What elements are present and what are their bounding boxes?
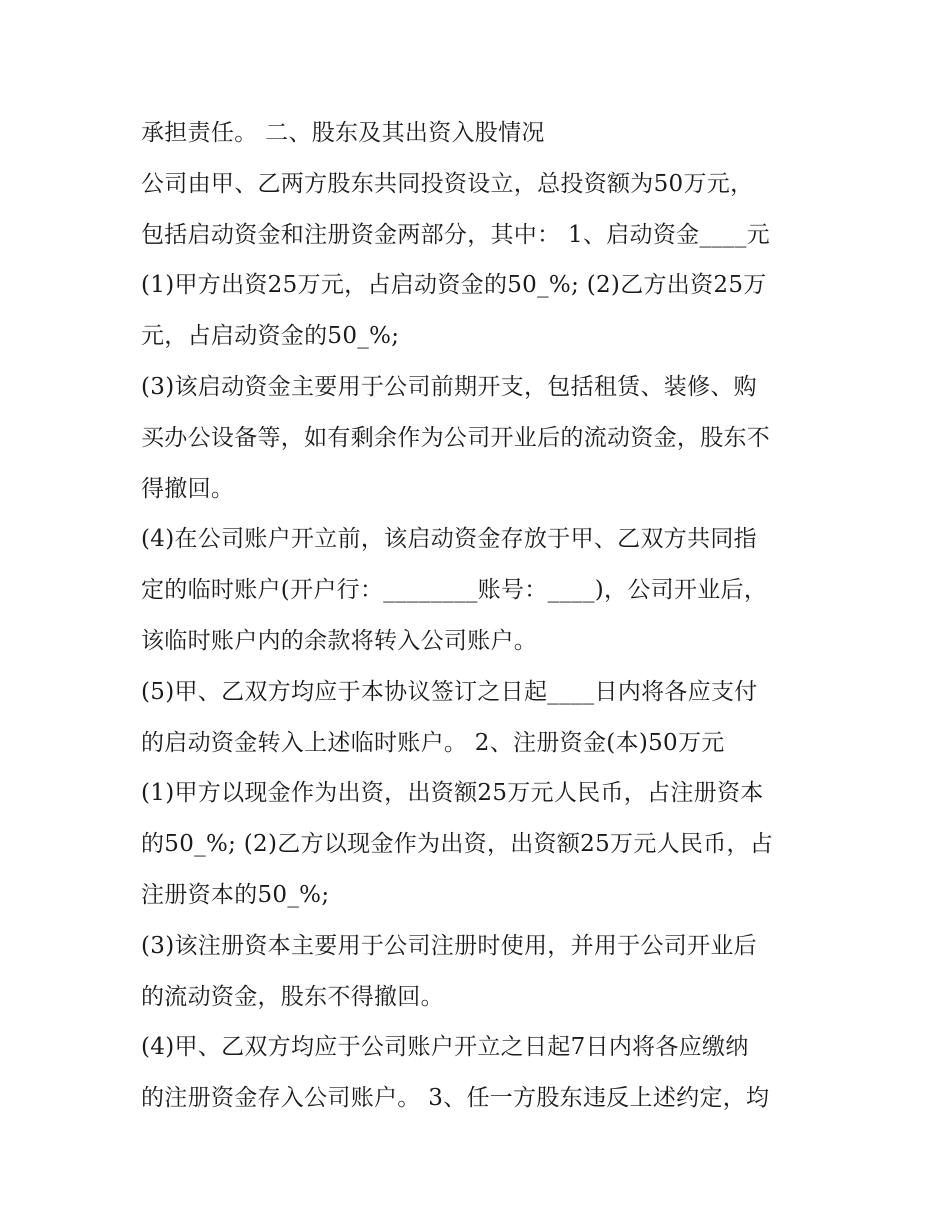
text-line: (1)甲方出资25万元，占启动资金的50_%; (2)乙方出资25万 <box>141 272 767 299</box>
text-line: 的流动资金，股东不得撤回。 <box>141 983 444 1010</box>
text-line: 买办公设备等，如有剩余作为公司开业后的流动资金，股东不 <box>141 424 771 451</box>
text-line: (5)甲、乙双方均应于本协议签订之日起____日内将各应支付 <box>141 678 758 705</box>
text-line: 的注册资金存入公司账户。 3、任一方股东违反上述约定，均 <box>141 1085 770 1112</box>
text-line: 承担责任。 二、股东及其出资入股情况 <box>141 120 545 146</box>
document-body <box>141 108 821 1124</box>
text-line: 注册资本的50_%; <box>141 881 330 908</box>
text-line: 元，占启动资金的50_%; <box>141 323 400 350</box>
text-line: (1)甲方以现金作为出资，出资额25万元人民币，占注册资本 <box>141 780 764 807</box>
text-line: (4)甲、乙双方均应于公司账户开立之日起7日内将各应缴纳 <box>141 1034 749 1061</box>
text-line: 公司由甲、乙两方股东共同投资设立，总投资额为50万元， <box>141 170 754 197</box>
text-line: 的50_%; (2)乙方以现金作为出资，出资额25万元人民币，占 <box>141 831 774 858</box>
text-line: 得撤回。 <box>141 475 235 502</box>
text-line: 的启动资金转入上述临时账户。 2、注册资金(本)50万元 <box>141 729 725 756</box>
text-line: 包括启动资金和注册资金两部分，其中： 1、启动资金____元 <box>141 221 770 248</box>
text-line: (4)在公司账户开立前，该启动资金存放于甲、乙双方共同指 <box>141 526 757 553</box>
text-line: (3)该启动资金主要用于公司前期开支，包括租赁、装修、购 <box>141 373 757 400</box>
text-line: (3)该注册资本主要用于公司注册时使用，并用于公司开业后 <box>141 932 757 959</box>
text-line: 该临时账户内的余款将转入公司账户。 <box>141 627 538 654</box>
text-line: 定的临时账户(开户行：________账号：____)，公司开业后， <box>141 577 768 604</box>
